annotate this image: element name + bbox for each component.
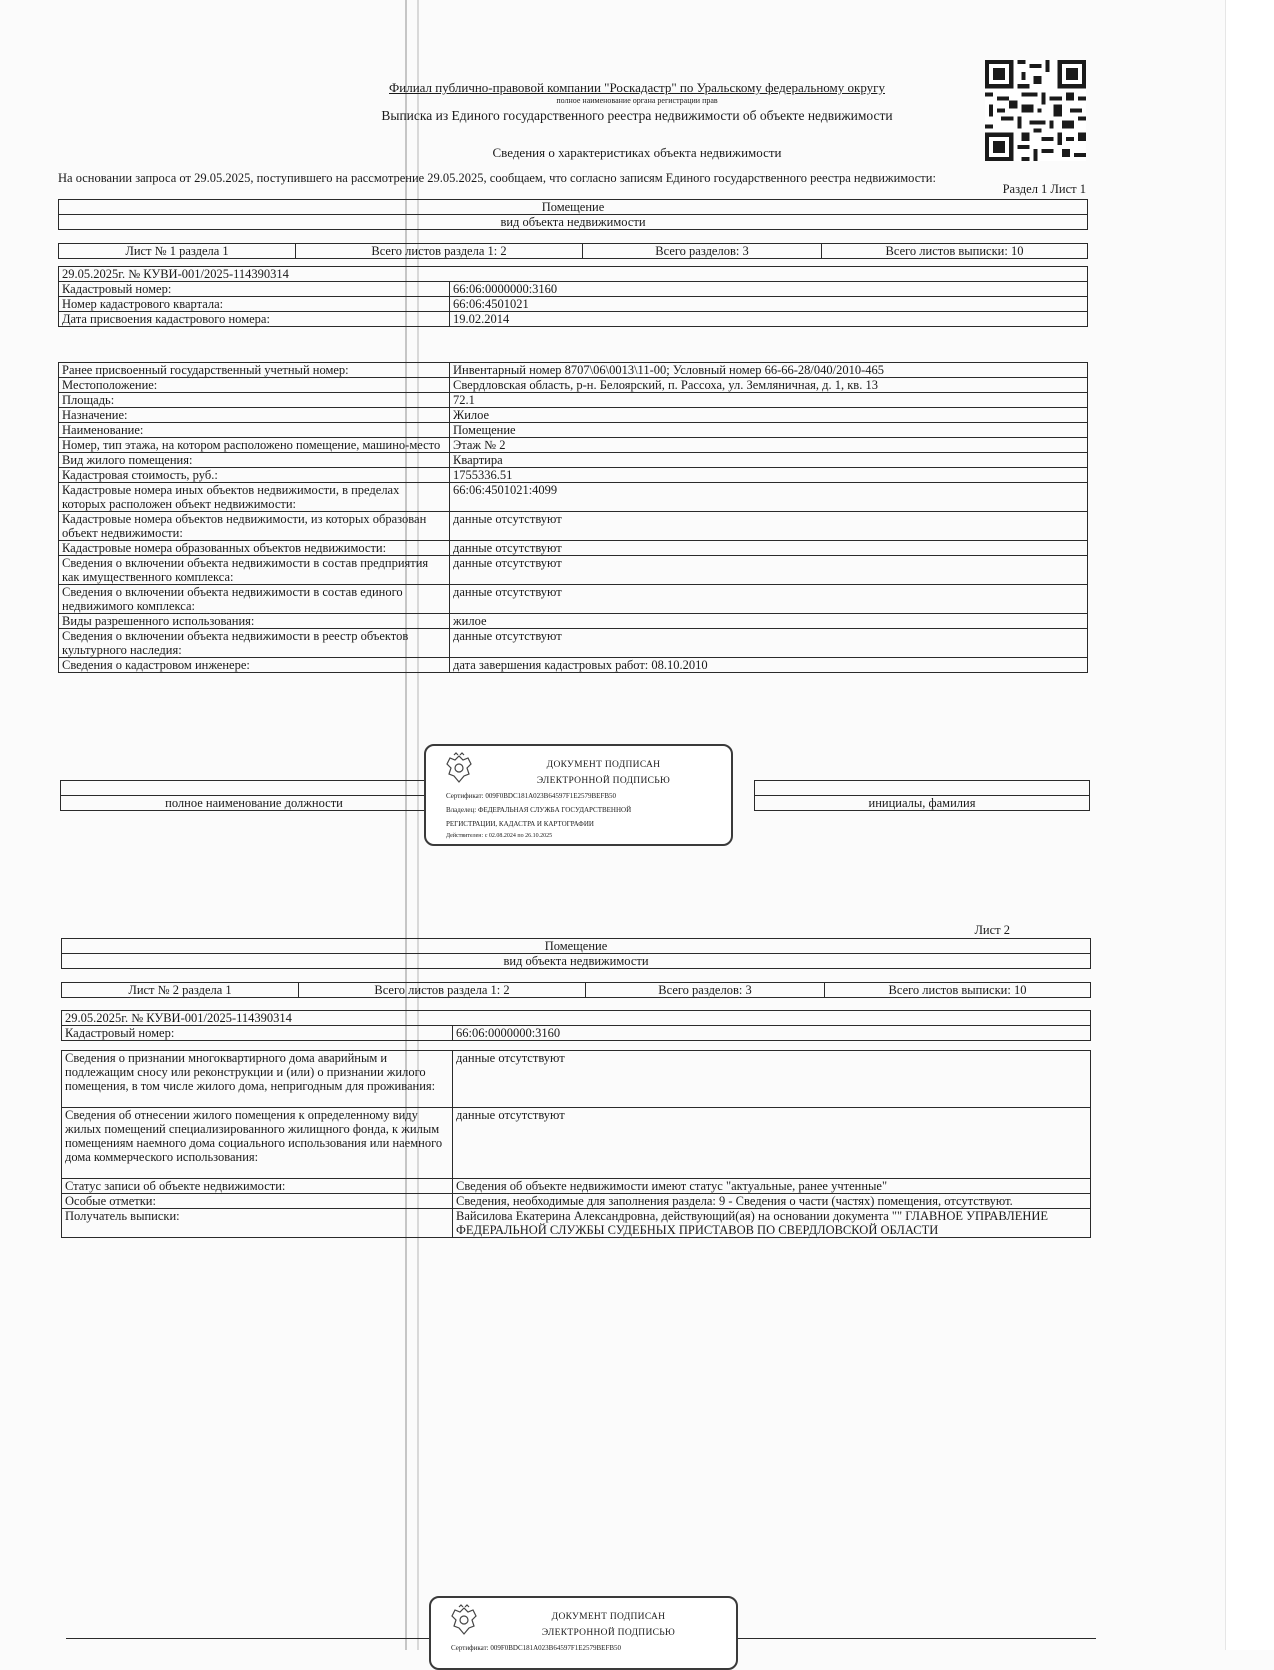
row-value: Инвентарный номер 8707\06\0013\11-00; Условный номер 66-66-28/040/2010-465 <box>450 363 1088 378</box>
row-value: данные отсутствуют <box>450 541 1088 556</box>
object-type: Помещение <box>62 939 1091 954</box>
table-row <box>59 658 1088 673</box>
row-value: данные отсутствуют <box>450 512 1088 541</box>
row-value: 66:06:4501021 <box>450 297 1088 312</box>
table-row <box>59 629 1088 658</box>
row-label: Сведения об отнесении жилого помещения к определенному виду жилых помещений специализированного жилищного фонда, к жилым помещениям наемного дома социального использования или наемного дома коммерческого использования: <box>62 1108 453 1179</box>
row-value: Жилое <box>450 408 1088 423</box>
row-label: Кадастровые номера образованных объектов недвижимости: <box>59 541 450 556</box>
additional-info-table <box>61 1050 1091 1238</box>
position-caption: полное наименование должности <box>61 796 448 811</box>
stamp-certificate: Сертификат: 009F0BDC181A023B64597F1E2579BEFB50 <box>451 1644 622 1652</box>
meta-cell: Всего листов раздела 1: 2 <box>296 244 583 259</box>
table-row <box>59 483 1088 512</box>
table-row <box>59 312 1088 327</box>
table-row <box>59 585 1088 614</box>
row-value: 72.1 <box>450 393 1088 408</box>
table-row <box>59 541 1088 556</box>
row-value: 66:06:0000000:3160 <box>453 1026 1091 1041</box>
row-label: Кадастровый номер: <box>62 1026 453 1041</box>
characteristics-table <box>58 362 1088 673</box>
coat-of-arms-icon <box>444 752 474 786</box>
row-label: Назначение: <box>59 408 450 423</box>
extract-title: Выписка из Единого государственного реестра недвижимости об объекте недвижимости <box>381 108 893 123</box>
page-edge <box>1225 0 1274 1650</box>
row-label: Номер кадастрового квартала: <box>59 297 450 312</box>
electronic-signature-stamp-2 <box>429 1596 738 1670</box>
record-ids-table <box>58 266 1088 327</box>
table-row <box>62 1194 1091 1209</box>
sheet-meta-table-2 <box>61 982 1091 998</box>
row-label: Ранее присвоенный государственный учетный номер: <box>59 363 450 378</box>
table-row <box>59 408 1088 423</box>
record-ids-table-2 <box>61 1010 1091 1041</box>
meta-cell: Всего разделов: 3 <box>583 244 822 259</box>
row-label: Сведения о включении объекта недвижимости в состав предприятия как имущественного комплекса: <box>59 556 450 585</box>
table-row <box>59 614 1088 629</box>
meta-cell: Всего листов выписки: 10 <box>825 983 1091 998</box>
table-row <box>59 468 1088 483</box>
table-row <box>59 512 1088 541</box>
row-label: Получатель выписки: <box>62 1209 453 1238</box>
row-value: 66:06:0000000:3160 <box>450 282 1088 297</box>
stamp-line-1: ДОКУМЕНТ ПОДПИСАН <box>551 1612 666 1622</box>
row-label: Статус записи об объекте недвижимости: <box>62 1179 453 1194</box>
organization-caption: полное наименование органа регистрации прав <box>556 96 718 105</box>
table-row <box>62 1209 1091 1238</box>
electronic-signature-stamp <box>424 744 733 846</box>
table-row <box>59 393 1088 408</box>
row-label: Сведения о включении объекта недвижимости в состав единого недвижимого комплекса: <box>59 585 450 614</box>
basis-text: На основании запроса от 29.05.2025, поступившего на рассмотрение 29.05.2025, сообщаем, что согласно записям Единого государственного реестра недвижимости: <box>58 171 936 185</box>
object-type-table-2 <box>61 938 1091 969</box>
row-value: Квартира <box>450 453 1088 468</box>
table-row <box>62 1026 1091 1041</box>
row-value: Этаж № 2 <box>450 438 1088 453</box>
meta-cell: Всего листов выписки: 10 <box>822 244 1088 259</box>
row-value: данные отсутствуют <box>453 1051 1091 1108</box>
info-title: Сведения о характеристиках объекта недвижимости <box>492 145 782 160</box>
table-row <box>62 1108 1091 1179</box>
row-label: Вид жилого помещения: <box>59 453 450 468</box>
row-label: Местоположение: <box>59 378 450 393</box>
table-row <box>59 438 1088 453</box>
table-row <box>62 1051 1091 1108</box>
organization-name: Филиал публично-правовой компании "Роскадастр" по Уральскому федеральному округу <box>389 80 885 95</box>
meta-cell: Лист № 2 раздела 1 <box>62 983 299 998</box>
row-value: 66:06:4501021:4099 <box>450 483 1088 512</box>
stamp-owner: Владелец: ФЕДЕРАЛЬНАЯ СЛУЖБА ГОСУДАРСТВЕННОЙ <box>446 806 632 814</box>
stamp-certificate: Сертификат: 009F0BDC181A023B64597F1E2579BEFB50 <box>446 792 617 800</box>
name-caption: инициалы, фамилия <box>755 796 1090 811</box>
object-type: Помещение <box>59 200 1088 215</box>
table-row <box>59 556 1088 585</box>
table-row <box>59 423 1088 438</box>
object-type-caption: вид объекта недвижимости <box>62 954 1091 969</box>
stamp-valid: Действителен: с 02.08.2024 по 26.10.2025 <box>446 833 553 839</box>
row-label: Номер, тип этажа, на котором расположено помещение, машино-место <box>59 438 450 453</box>
stamp-line-2: ЭЛЕКТРОННОЙ ПОДПИСЬЮ <box>536 776 671 786</box>
name-cell <box>755 781 1090 796</box>
row-value: 1755336.51 <box>450 468 1088 483</box>
row-value: данные отсутствуют <box>450 629 1088 658</box>
qr-code-icon <box>985 60 1086 161</box>
row-label: Сведения о кадастровом инженере: <box>59 658 450 673</box>
meta-cell: Лист № 1 раздела 1 <box>59 244 296 259</box>
sheet-meta-table <box>58 243 1088 259</box>
object-type-caption: вид объекта недвижимости <box>59 215 1088 230</box>
row-label: Сведения о признании многоквартирного дома аварийным и подлежащим сносу или реконструкции и (или) о признании жилого помещения, в том числе жилого дома, непригодным для проживания: <box>62 1051 453 1108</box>
table-row <box>59 363 1088 378</box>
row-label: Кадастровый номер: <box>59 282 450 297</box>
coat-of-arms-icon <box>449 1604 479 1638</box>
row-label: Виды разрешенного использования: <box>59 614 450 629</box>
table-row <box>59 282 1088 297</box>
table-row <box>62 1179 1091 1194</box>
object-type-table <box>58 199 1088 230</box>
row-value: дата завершения кадастровых работ: 08.10.2010 <box>450 658 1088 673</box>
row-value: Помещение <box>450 423 1088 438</box>
position-cell <box>61 781 448 796</box>
row-value: данные отсутствуют <box>450 585 1088 614</box>
table-row <box>59 453 1088 468</box>
row-value: жилое <box>450 614 1088 629</box>
row-label: Кадастровые номера объектов недвижимости, из которых образован объект недвижимости: <box>59 512 450 541</box>
row-value: Сведения, необходимые для заполнения раздела: 9 - Сведения о части (частях) помещения, отсутствуют. <box>453 1194 1091 1209</box>
meta-cell: Всего разделов: 3 <box>586 983 825 998</box>
row-value: Свердловская область, р-н. Белоярский, п. Рассоха, ул. Земляничная, д. 1, кв. 13 <box>450 378 1088 393</box>
meta-cell: Всего листов раздела 1: 2 <box>299 983 586 998</box>
row-label: Дата присвоения кадастрового номера: <box>59 312 450 327</box>
sheet-2-label: Лист 2 <box>974 923 1010 937</box>
row-label: Сведения о включении объекта недвижимости в реестр объектов культурного наследия: <box>59 629 450 658</box>
row-value: Сведения об объекте недвижимости имеют статус "актуальные, ранее учтенные" <box>453 1179 1091 1194</box>
table-row <box>59 378 1088 393</box>
row-label: Особые отметки: <box>62 1194 453 1209</box>
stamp-line-1: ДОКУМЕНТ ПОДПИСАН <box>546 760 661 770</box>
row-value: 19.02.2014 <box>450 312 1088 327</box>
row-value: данные отсутствуют <box>453 1108 1091 1179</box>
stamp-owner-2: РЕГИСТРАЦИИ, КАДАСТРА И КАРТОГРАФИИ <box>446 820 594 828</box>
record-number: 29.05.2025г. № КУВИ-001/2025-114390314 <box>62 1011 1091 1026</box>
table-row <box>59 297 1088 312</box>
row-label: Площадь: <box>59 393 450 408</box>
stamp-line-2: ЭЛЕКТРОННОЙ ПОДПИСЬЮ <box>541 1628 676 1638</box>
section-sheet-label: Раздел 1 Лист 1 <box>1002 182 1086 196</box>
record-number: 29.05.2025г. № КУВИ-001/2025-114390314 <box>59 267 1088 282</box>
row-label: Кадастровые номера иных объектов недвижимости, в пределах которых расположен объект недвижимости: <box>59 483 450 512</box>
row-label: Кадастровая стоимость, руб.: <box>59 468 450 483</box>
row-value: данные отсутствуют <box>450 556 1088 585</box>
row-label: Наименование: <box>59 423 450 438</box>
row-value: Вайсилова Екатерина Александровна, действующий(ая) на основании документа "" ГЛАВНОЕ УПРАВЛЕНИЕ ФЕДЕРАЛЬНОЙ СЛУЖБЫ СУДЕБНЫХ ПРИСТАВОВ ПО СВЕРДЛОВСКОЙ ОБЛАСТИ <box>453 1209 1091 1238</box>
